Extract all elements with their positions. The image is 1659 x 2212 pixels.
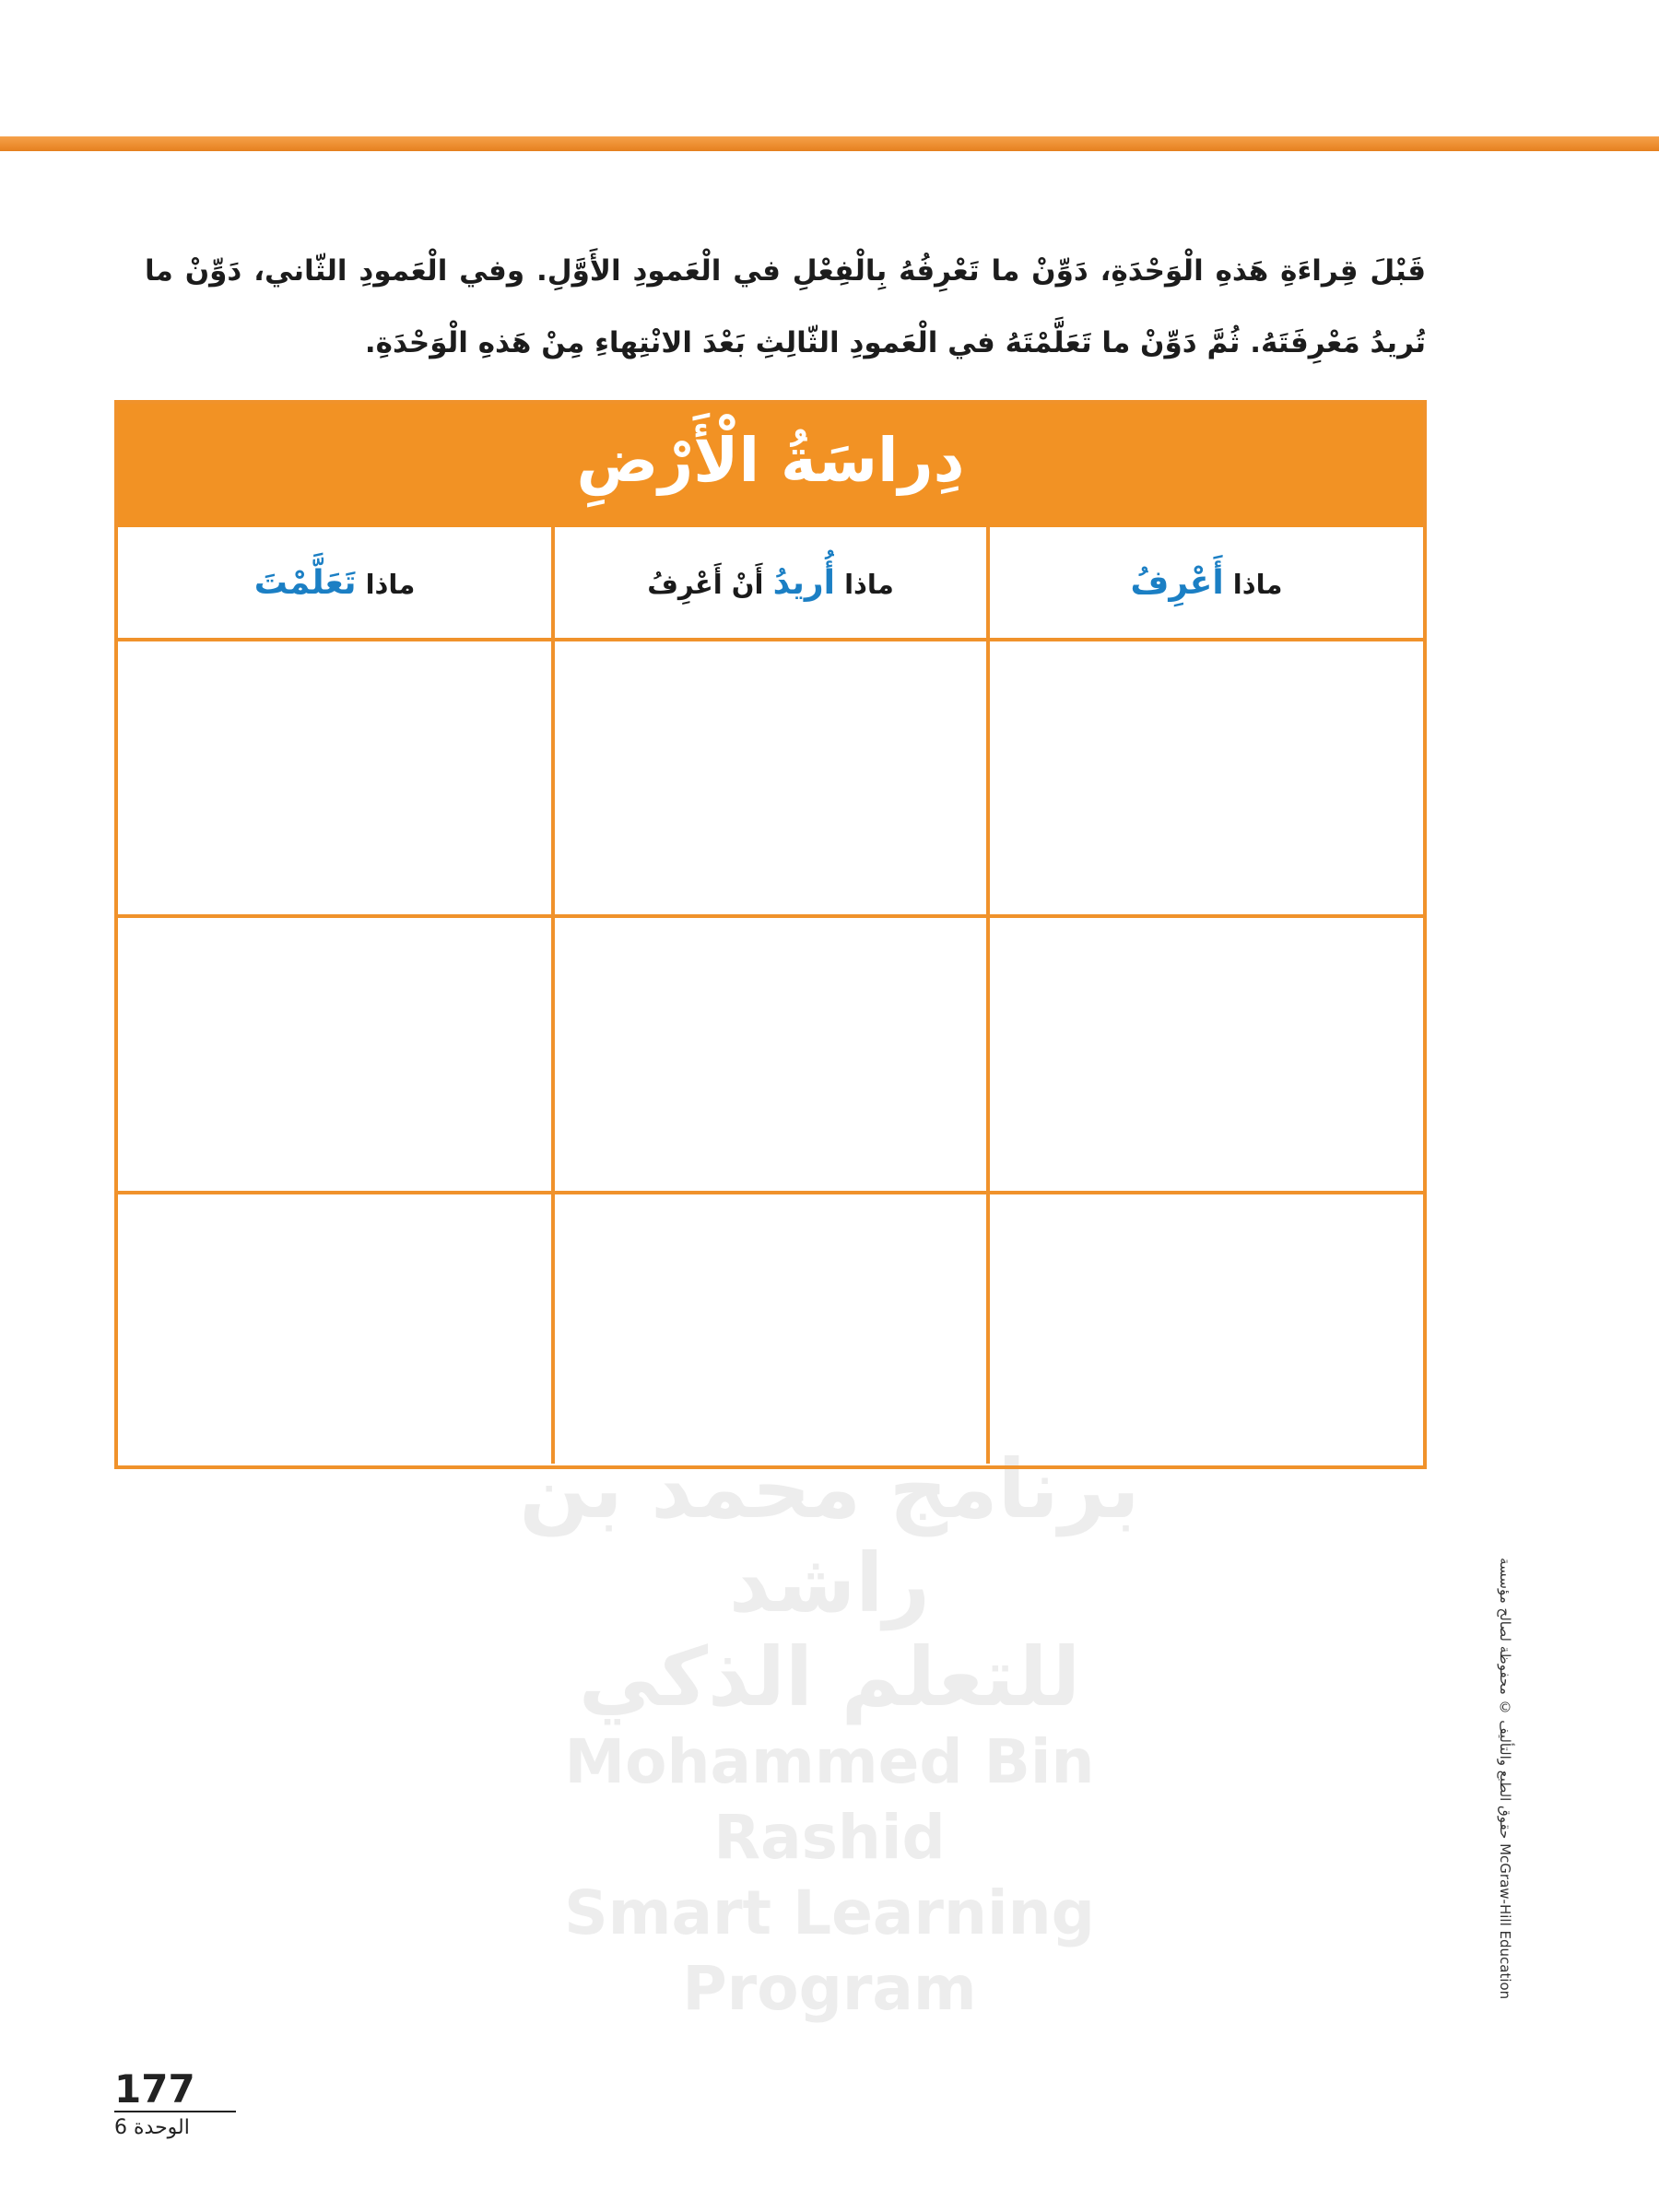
top-rule	[0, 136, 1659, 151]
kwl-table	[118, 527, 1423, 1464]
column-header-prefix: ماذا	[365, 568, 416, 600]
table-row	[118, 640, 1423, 916]
watermark	[442, 1442, 1217, 2027]
column-header-want	[553, 527, 988, 640]
column-header-accent: أُريدُ	[772, 563, 835, 602]
know-cell[interactable]	[988, 916, 1423, 1193]
table-row	[118, 1193, 1423, 1464]
column-header-learned	[118, 527, 553, 640]
want-cell[interactable]	[553, 916, 988, 1193]
learned-cell[interactable]	[118, 640, 553, 916]
know-cell[interactable]	[988, 1193, 1423, 1464]
want-cell[interactable]	[553, 640, 988, 916]
kwl-header-row	[118, 527, 1423, 640]
watermark-arabic-line1: برنامج محمد بن راشد	[519, 1441, 1140, 1630]
unit-label: الوحدة 6	[114, 2116, 190, 2139]
page-number: 177	[114, 2068, 236, 2112]
column-header-accent: تَعَلَّمْتَ	[253, 563, 357, 602]
table-row	[118, 916, 1423, 1193]
column-header-know	[988, 527, 1423, 640]
watermark-arabic-line2: للتعلم الذكي	[578, 1630, 1081, 1724]
copyright-note: حقوق الطبع والتأليف © محفوظة لصالح مؤسسة McGraw-Hill Education	[1497, 1558, 1513, 2000]
instructions-text: قَبْلَ قِراءَةِ هَذهِ الْوَحْدَةِ، دَوِّنْ ما تَعْرِفُهُ بِالْفِعْلِ في الْعَمودِ الأَوَّلِ. وفي الْعَمودِ الثّاني، دَوِّنْ ما تُريدُ مَعْرِفَتَهُ. ثُمَّ دَوِّنْ ما تَعَلَّمْتَهُ في الْعَمودِ الثّالِثِ بَعْدَ الانْتِهاءِ مِنْ هَذهِ الْوَحْدَةِ.	[145, 254, 1426, 359]
column-header-prefix: ماذا	[1232, 568, 1283, 600]
watermark-english-line1: Mohammed Bin Rashid	[564, 1726, 1095, 1873]
column-header-prefix: ماذا	[844, 568, 894, 600]
column-header-accent: أَعْرِفُ	[1130, 563, 1224, 602]
know-cell[interactable]	[988, 640, 1423, 916]
kwl-chart	[114, 400, 1427, 1469]
kwl-title: دِراسَةُ الْأَرْضِ	[118, 404, 1423, 527]
watermark-english-line2: Smart Learning Program	[564, 1877, 1095, 2024]
learned-cell[interactable]	[118, 1193, 553, 1464]
want-cell[interactable]	[553, 1193, 988, 1464]
learned-cell[interactable]	[118, 916, 553, 1193]
column-header-suffix: أَنْ أَعْرِفُ	[647, 568, 764, 600]
